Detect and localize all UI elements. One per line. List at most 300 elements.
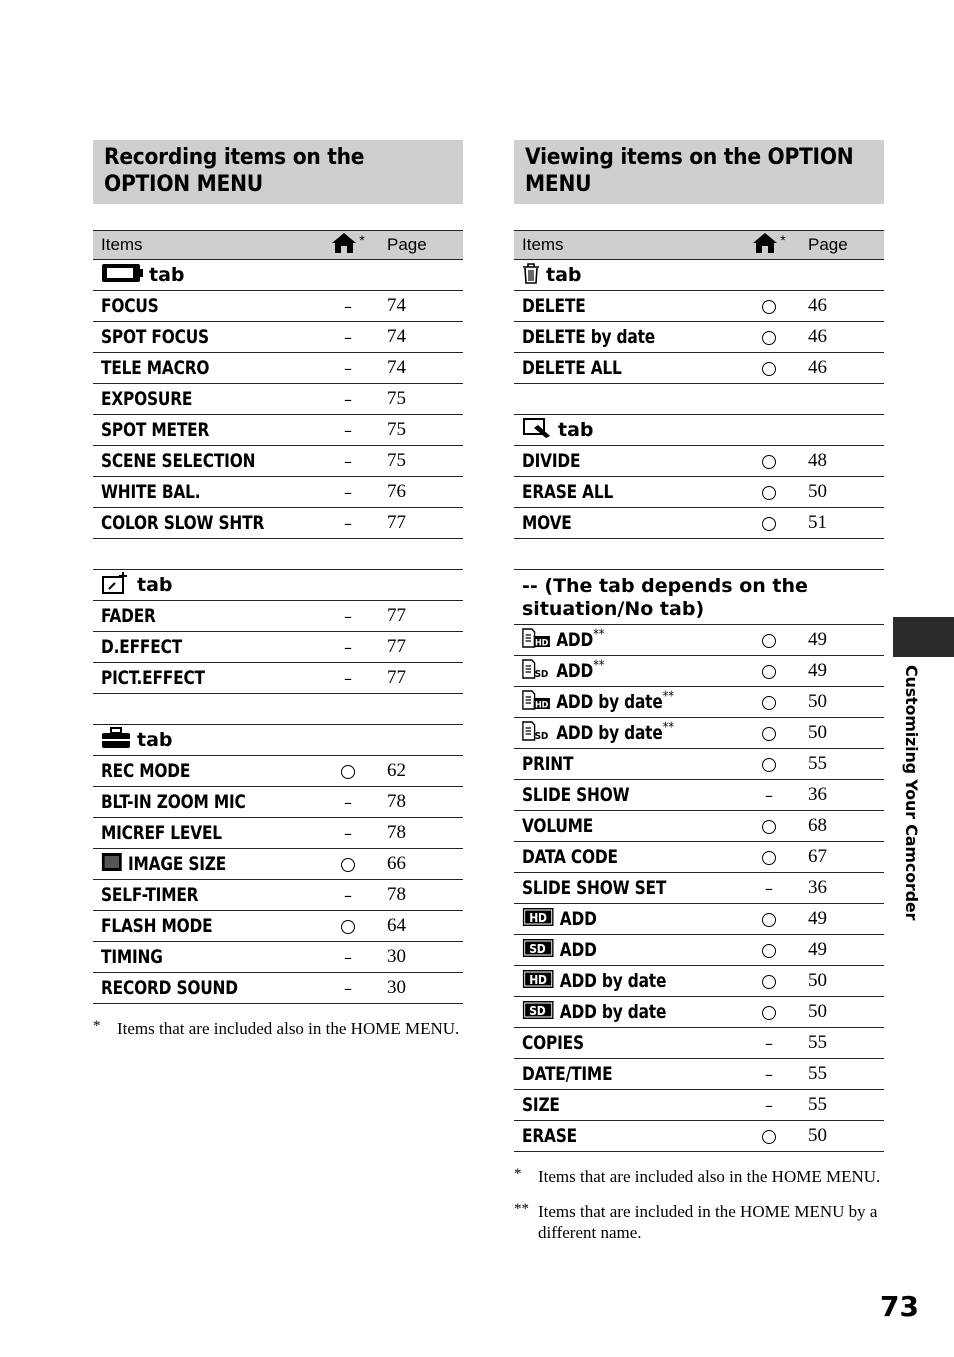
table-row: [514, 718, 884, 749]
item-name-cell: [93, 322, 323, 353]
table-row: [514, 446, 884, 477]
page-column-header: Page: [373, 231, 463, 260]
double-star-mark: **: [593, 658, 605, 674]
home-menu-cell: [323, 353, 373, 384]
home-icon: [331, 232, 357, 259]
tab-group-header: [514, 415, 884, 446]
dash-mark: –: [765, 1064, 773, 1084]
table-row: [93, 787, 463, 818]
page-cell: 48: [794, 446, 884, 477]
tab-group-header: [514, 260, 884, 291]
circle-mark: [762, 517, 776, 531]
item-name: TIMING: [101, 946, 163, 968]
group-spacer: [514, 539, 884, 570]
tab-label: tab: [546, 263, 582, 286]
dash-mark: –: [344, 420, 352, 440]
hd-icon: [522, 907, 554, 932]
item-name-cell: [93, 942, 323, 973]
page-cell: 50: [794, 477, 884, 508]
table-row: [93, 415, 463, 446]
item-name-cell: [93, 508, 323, 539]
item-name-cell: [514, 508, 744, 539]
table-row: [93, 818, 463, 849]
table-row: [93, 353, 463, 384]
footnote-mark: *: [514, 1166, 522, 1182]
item-name-cell: [93, 849, 323, 880]
page-cell: 36: [794, 780, 884, 811]
page-cell: 50: [794, 966, 884, 997]
recording-items-body: [93, 260, 463, 1004]
effect-icon: [101, 571, 131, 600]
item-name: COPIES: [522, 1032, 584, 1054]
home-menu-cell: [744, 749, 794, 780]
svg-text:SD: SD: [529, 1002, 546, 1018]
item-name-cell: [514, 1028, 744, 1059]
footnote-mark: **: [514, 1201, 529, 1217]
circle-mark: [762, 975, 776, 989]
page-cell: 68: [794, 811, 884, 842]
item-name: VOLUME: [522, 815, 594, 837]
item-name: FOCUS: [101, 295, 159, 317]
tab-label: tab: [137, 573, 173, 596]
table-row: [93, 849, 463, 880]
table-row: [514, 842, 884, 873]
double-star-mark: **: [662, 720, 674, 736]
circle-mark: [762, 1130, 776, 1144]
item-name-cell: [93, 353, 323, 384]
home-menu-cell: [744, 1090, 794, 1121]
home-menu-cell: [744, 780, 794, 811]
table-row: [93, 911, 463, 942]
dash-mark: –: [344, 327, 352, 347]
dash-mark: –: [765, 1095, 773, 1115]
home-menu-cell: [744, 873, 794, 904]
home-menu-cell: [323, 384, 373, 415]
dash-mark: –: [344, 823, 352, 843]
svg-text:HD: HD: [535, 699, 549, 710]
trash-icon: [522, 262, 540, 289]
page-cell: 50: [794, 997, 884, 1028]
page-cell: 77: [373, 601, 463, 632]
item-name: PICT.EFFECT: [101, 667, 205, 689]
item-name-cell: [514, 687, 744, 718]
footnote-text: Items that are included also in the HOME MENU.: [117, 1019, 460, 1038]
table-row: [93, 756, 463, 787]
item-name: DELETE: [522, 295, 586, 317]
page-cell: 49: [794, 656, 884, 687]
hd-icon: [522, 969, 554, 994]
item-name: DELETE by date: [522, 326, 656, 348]
item-name-cell: [514, 935, 744, 966]
table-row: [514, 873, 884, 904]
circle-mark: [762, 758, 776, 772]
item-name: DIVIDE: [522, 450, 581, 472]
table-row: [514, 935, 884, 966]
item-name: MICREF LEVEL: [101, 822, 222, 844]
item-name: RECORD SOUND: [101, 977, 238, 999]
home-menu-cell: [323, 477, 373, 508]
home-menu-cell: [323, 880, 373, 911]
home-icon: [752, 232, 778, 259]
page-cell: 46: [794, 353, 884, 384]
item-name: ERASE: [522, 1125, 577, 1147]
home-menu-cell: [744, 842, 794, 873]
item-name-cell: [514, 749, 744, 780]
edit-icon: [522, 416, 552, 445]
item-name-cell: [514, 873, 744, 904]
item-name-cell: [514, 291, 744, 322]
item-name-cell: [514, 966, 744, 997]
page-cell: 55: [794, 1090, 884, 1121]
table-row: [93, 384, 463, 415]
tab-label: tab: [137, 728, 173, 751]
home-menu-cell: [744, 1059, 794, 1090]
circle-mark: [762, 913, 776, 927]
table-row: [93, 942, 463, 973]
circle-mark: [762, 820, 776, 834]
table-row: [514, 749, 884, 780]
chapter-tab: [893, 617, 954, 657]
item-name-cell: [93, 601, 323, 632]
page-cell: 67: [794, 842, 884, 873]
item-name-cell: [93, 973, 323, 1004]
page-cell: 64: [373, 911, 463, 942]
item-name-cell: [93, 756, 323, 787]
table-row: [514, 625, 884, 656]
item-name-cell: [514, 1121, 744, 1152]
viewing-footnotes: [514, 1166, 884, 1243]
group-spacer: [93, 539, 463, 570]
home-menu-cell: [323, 322, 373, 353]
home-menu-cell: [744, 1028, 794, 1059]
home-menu-cell: [744, 322, 794, 353]
item-name: BLT-IN ZOOM MIC: [101, 791, 246, 813]
playlist-hd-icon: [522, 628, 551, 653]
double-star-mark: **: [662, 689, 674, 705]
home-menu-cell: [323, 756, 373, 787]
item-name: WHITE BAL.: [101, 481, 201, 503]
playlist-sd-icon: [522, 659, 551, 684]
dash-mark: –: [344, 978, 352, 998]
item-name-cell: [93, 291, 323, 322]
home-menu-cell: [323, 446, 373, 477]
item-name-cell: [93, 818, 323, 849]
item-name-cell: [514, 446, 744, 477]
page-cell: 46: [794, 322, 884, 353]
home-menu-cell: [323, 291, 373, 322]
home-menu-cell: [744, 353, 794, 384]
home-menu-cell: [744, 1121, 794, 1152]
table-row: [93, 601, 463, 632]
item-name-cell: [93, 415, 323, 446]
dash-mark: –: [344, 668, 352, 688]
item-name-cell: [93, 880, 323, 911]
image-size-icon: [101, 852, 123, 877]
item-name: ADD: [559, 907, 597, 930]
home-column-header: [744, 231, 794, 260]
home-menu-cell: [744, 291, 794, 322]
circle-mark: [341, 920, 355, 934]
page-cell: 62: [373, 756, 463, 787]
page-cell: 75: [373, 446, 463, 477]
svg-text:SD: SD: [534, 730, 549, 741]
page-cell: 78: [373, 787, 463, 818]
table-row: [93, 477, 463, 508]
page-cell: 77: [373, 508, 463, 539]
page-cell: 76: [373, 477, 463, 508]
home-menu-cell: [323, 632, 373, 663]
item-name-cell: [514, 997, 744, 1028]
viewing-items-column: [514, 140, 884, 1243]
tab-group-header: [514, 570, 884, 625]
circle-mark: [762, 362, 776, 376]
home-menu-cell: [744, 687, 794, 718]
table-header-row: [514, 231, 884, 260]
svg-text:HD: HD: [529, 909, 547, 925]
table-row: [514, 291, 884, 322]
items-column-header: Items: [93, 231, 323, 260]
dash-mark: –: [765, 1033, 773, 1053]
page-cell: 78: [373, 880, 463, 911]
item-name-cell: [514, 718, 744, 749]
playlist-sd-icon: [522, 721, 551, 746]
circle-mark: [762, 634, 776, 648]
table-row: [514, 904, 884, 935]
item-name-cell: [514, 842, 744, 873]
page-cell: 55: [794, 1028, 884, 1059]
dash-mark: –: [344, 513, 352, 533]
item-name-cell: [93, 663, 323, 694]
tab-group-header: [93, 570, 463, 601]
viewing-items-table: [514, 230, 884, 1152]
circle-mark: [762, 455, 776, 469]
item-name: ADD: [559, 938, 597, 961]
circle-mark: [762, 944, 776, 958]
home-menu-cell: [323, 973, 373, 1004]
camera-icon: [101, 262, 143, 289]
circle-mark: [762, 696, 776, 710]
item-name-cell: [514, 780, 744, 811]
item-name: MOVE: [522, 512, 572, 534]
table-row: [514, 508, 884, 539]
viewing-section-header: [514, 140, 884, 204]
svg-text:HD: HD: [535, 637, 549, 648]
circle-mark: [762, 331, 776, 345]
recording-section-header: [93, 140, 463, 204]
table-row: [514, 1028, 884, 1059]
page-cell: 75: [373, 415, 463, 446]
item-name: ADD by date: [556, 690, 663, 713]
items-column-header: Items: [514, 231, 744, 260]
item-name: DELETE ALL: [522, 357, 622, 379]
item-name-cell: [514, 625, 744, 656]
double-star-mark: **: [593, 627, 605, 643]
table-row: [514, 656, 884, 687]
home-menu-cell: [323, 849, 373, 880]
item-name: ADD by date: [556, 721, 663, 744]
circle-mark: [762, 665, 776, 679]
circle-mark: [762, 486, 776, 500]
item-name: COLOR SLOW SHTR: [101, 512, 265, 534]
item-name-cell: [93, 446, 323, 477]
group-spacer: [514, 384, 884, 415]
home-menu-cell: [744, 904, 794, 935]
home-star: *: [359, 231, 365, 248]
svg-text:SD: SD: [529, 940, 546, 956]
table-row: [514, 1090, 884, 1121]
table-row: [93, 322, 463, 353]
item-name: ADD: [556, 659, 594, 682]
home-menu-cell: [323, 942, 373, 973]
home-menu-cell: [744, 997, 794, 1028]
footnote: [514, 1201, 884, 1243]
page-cell: 74: [373, 353, 463, 384]
item-name-cell: [93, 632, 323, 663]
recording-items-column: [93, 140, 463, 1039]
tab-group-header: [93, 260, 463, 291]
svg-text:HD: HD: [529, 971, 547, 987]
table-row: [514, 811, 884, 842]
item-name-cell: [93, 787, 323, 818]
tab-group-header: [93, 725, 463, 756]
item-name-cell: [93, 477, 323, 508]
home-menu-cell: [744, 811, 794, 842]
home-star: *: [780, 231, 786, 248]
page-cell: 49: [794, 904, 884, 935]
page-cell: 30: [373, 973, 463, 1004]
circle-mark: [762, 1006, 776, 1020]
item-name: ADD by date: [559, 1000, 667, 1023]
table-row: [514, 477, 884, 508]
item-name: DATE/TIME: [522, 1063, 613, 1085]
item-name: IMAGE SIZE: [128, 852, 227, 875]
home-menu-cell: [323, 911, 373, 942]
dash-mark: –: [344, 358, 352, 378]
page-number: 73: [880, 1290, 919, 1323]
chapter-label: Customizing Your Camcorder: [902, 665, 921, 921]
home-column-header: [323, 231, 373, 260]
dash-mark: –: [765, 785, 773, 805]
table-row: [514, 780, 884, 811]
dash-mark: –: [344, 606, 352, 626]
item-name: SCENE SELECTION: [101, 450, 256, 472]
table-row: [93, 508, 463, 539]
item-name-cell: [514, 1090, 744, 1121]
footnote: [514, 1166, 884, 1187]
item-name: SLIDE SHOW SET: [522, 877, 667, 899]
tab-label: -- (The tab depends on the situation/No tab): [522, 575, 808, 620]
page-cell: 36: [794, 873, 884, 904]
item-name-cell: [514, 477, 744, 508]
item-name-cell: [514, 811, 744, 842]
recording-items-table: [93, 230, 463, 1004]
page-cell: 50: [794, 718, 884, 749]
footnote: [93, 1018, 463, 1039]
item-name: ADD: [556, 628, 594, 651]
page-cell: 49: [794, 935, 884, 966]
page-cell: 51: [794, 508, 884, 539]
page-cell: 55: [794, 1059, 884, 1090]
dash-mark: –: [765, 878, 773, 898]
page-cell: 50: [794, 1121, 884, 1152]
table-row: [514, 997, 884, 1028]
page-cell: 49: [794, 625, 884, 656]
home-menu-cell: [323, 508, 373, 539]
home-menu-cell: [744, 508, 794, 539]
home-menu-cell: [323, 415, 373, 446]
dash-mark: –: [344, 451, 352, 471]
home-menu-cell: [323, 818, 373, 849]
home-menu-cell: [744, 966, 794, 997]
page-cell: 50: [794, 687, 884, 718]
page-cell: 75: [373, 384, 463, 415]
item-name: TELE MACRO: [101, 357, 210, 379]
footnote-mark: *: [93, 1018, 101, 1034]
table-row: [514, 1121, 884, 1152]
table-row: [93, 880, 463, 911]
recording-section-title: Recording items on the OPTION MENU: [93, 140, 461, 204]
dash-mark: –: [344, 389, 352, 409]
home-menu-cell: [323, 787, 373, 818]
page-cell: 30: [373, 942, 463, 973]
page-cell: 77: [373, 632, 463, 663]
item-name-cell: [93, 384, 323, 415]
item-name: SIZE: [522, 1094, 560, 1116]
circle-mark: [762, 727, 776, 741]
item-name: REC MODE: [101, 760, 191, 782]
toolbox-icon: [101, 726, 131, 755]
playlist-hd-icon: [522, 690, 551, 715]
item-name: SPOT FOCUS: [101, 326, 209, 348]
recording-footnotes: [93, 1018, 463, 1039]
item-name: D.EFFECT: [101, 636, 183, 658]
dash-mark: –: [344, 296, 352, 316]
home-menu-cell: [744, 935, 794, 966]
item-name-cell: [514, 1059, 744, 1090]
home-menu-cell: [323, 663, 373, 694]
dash-mark: –: [344, 482, 352, 502]
table-row: [514, 966, 884, 997]
table-row: [93, 973, 463, 1004]
circle-mark: [762, 300, 776, 314]
circle-mark: [341, 765, 355, 779]
page-cell: 55: [794, 749, 884, 780]
page-cell: 78: [373, 818, 463, 849]
footnote-text: Items that are included also in the HOME MENU.: [538, 1167, 881, 1186]
item-name-cell: [93, 911, 323, 942]
dash-mark: –: [344, 947, 352, 967]
circle-mark: [762, 851, 776, 865]
table-row: [514, 322, 884, 353]
table-row: [93, 446, 463, 477]
page-cell: 66: [373, 849, 463, 880]
svg-text:SD: SD: [534, 668, 549, 679]
item-name: EXPOSURE: [101, 388, 193, 410]
item-name-cell: [514, 904, 744, 935]
tab-label: tab: [558, 418, 594, 441]
page-cell: 77: [373, 663, 463, 694]
item-name-cell: [514, 656, 744, 687]
home-menu-cell: [744, 625, 794, 656]
viewing-items-body: [514, 260, 884, 1152]
item-name: FADER: [101, 605, 156, 627]
item-name: FLASH MODE: [101, 915, 213, 937]
table-row: [93, 632, 463, 663]
home-menu-cell: [744, 477, 794, 508]
table-row: [514, 1059, 884, 1090]
item-name-cell: [514, 353, 744, 384]
tab-label: tab: [149, 263, 185, 286]
